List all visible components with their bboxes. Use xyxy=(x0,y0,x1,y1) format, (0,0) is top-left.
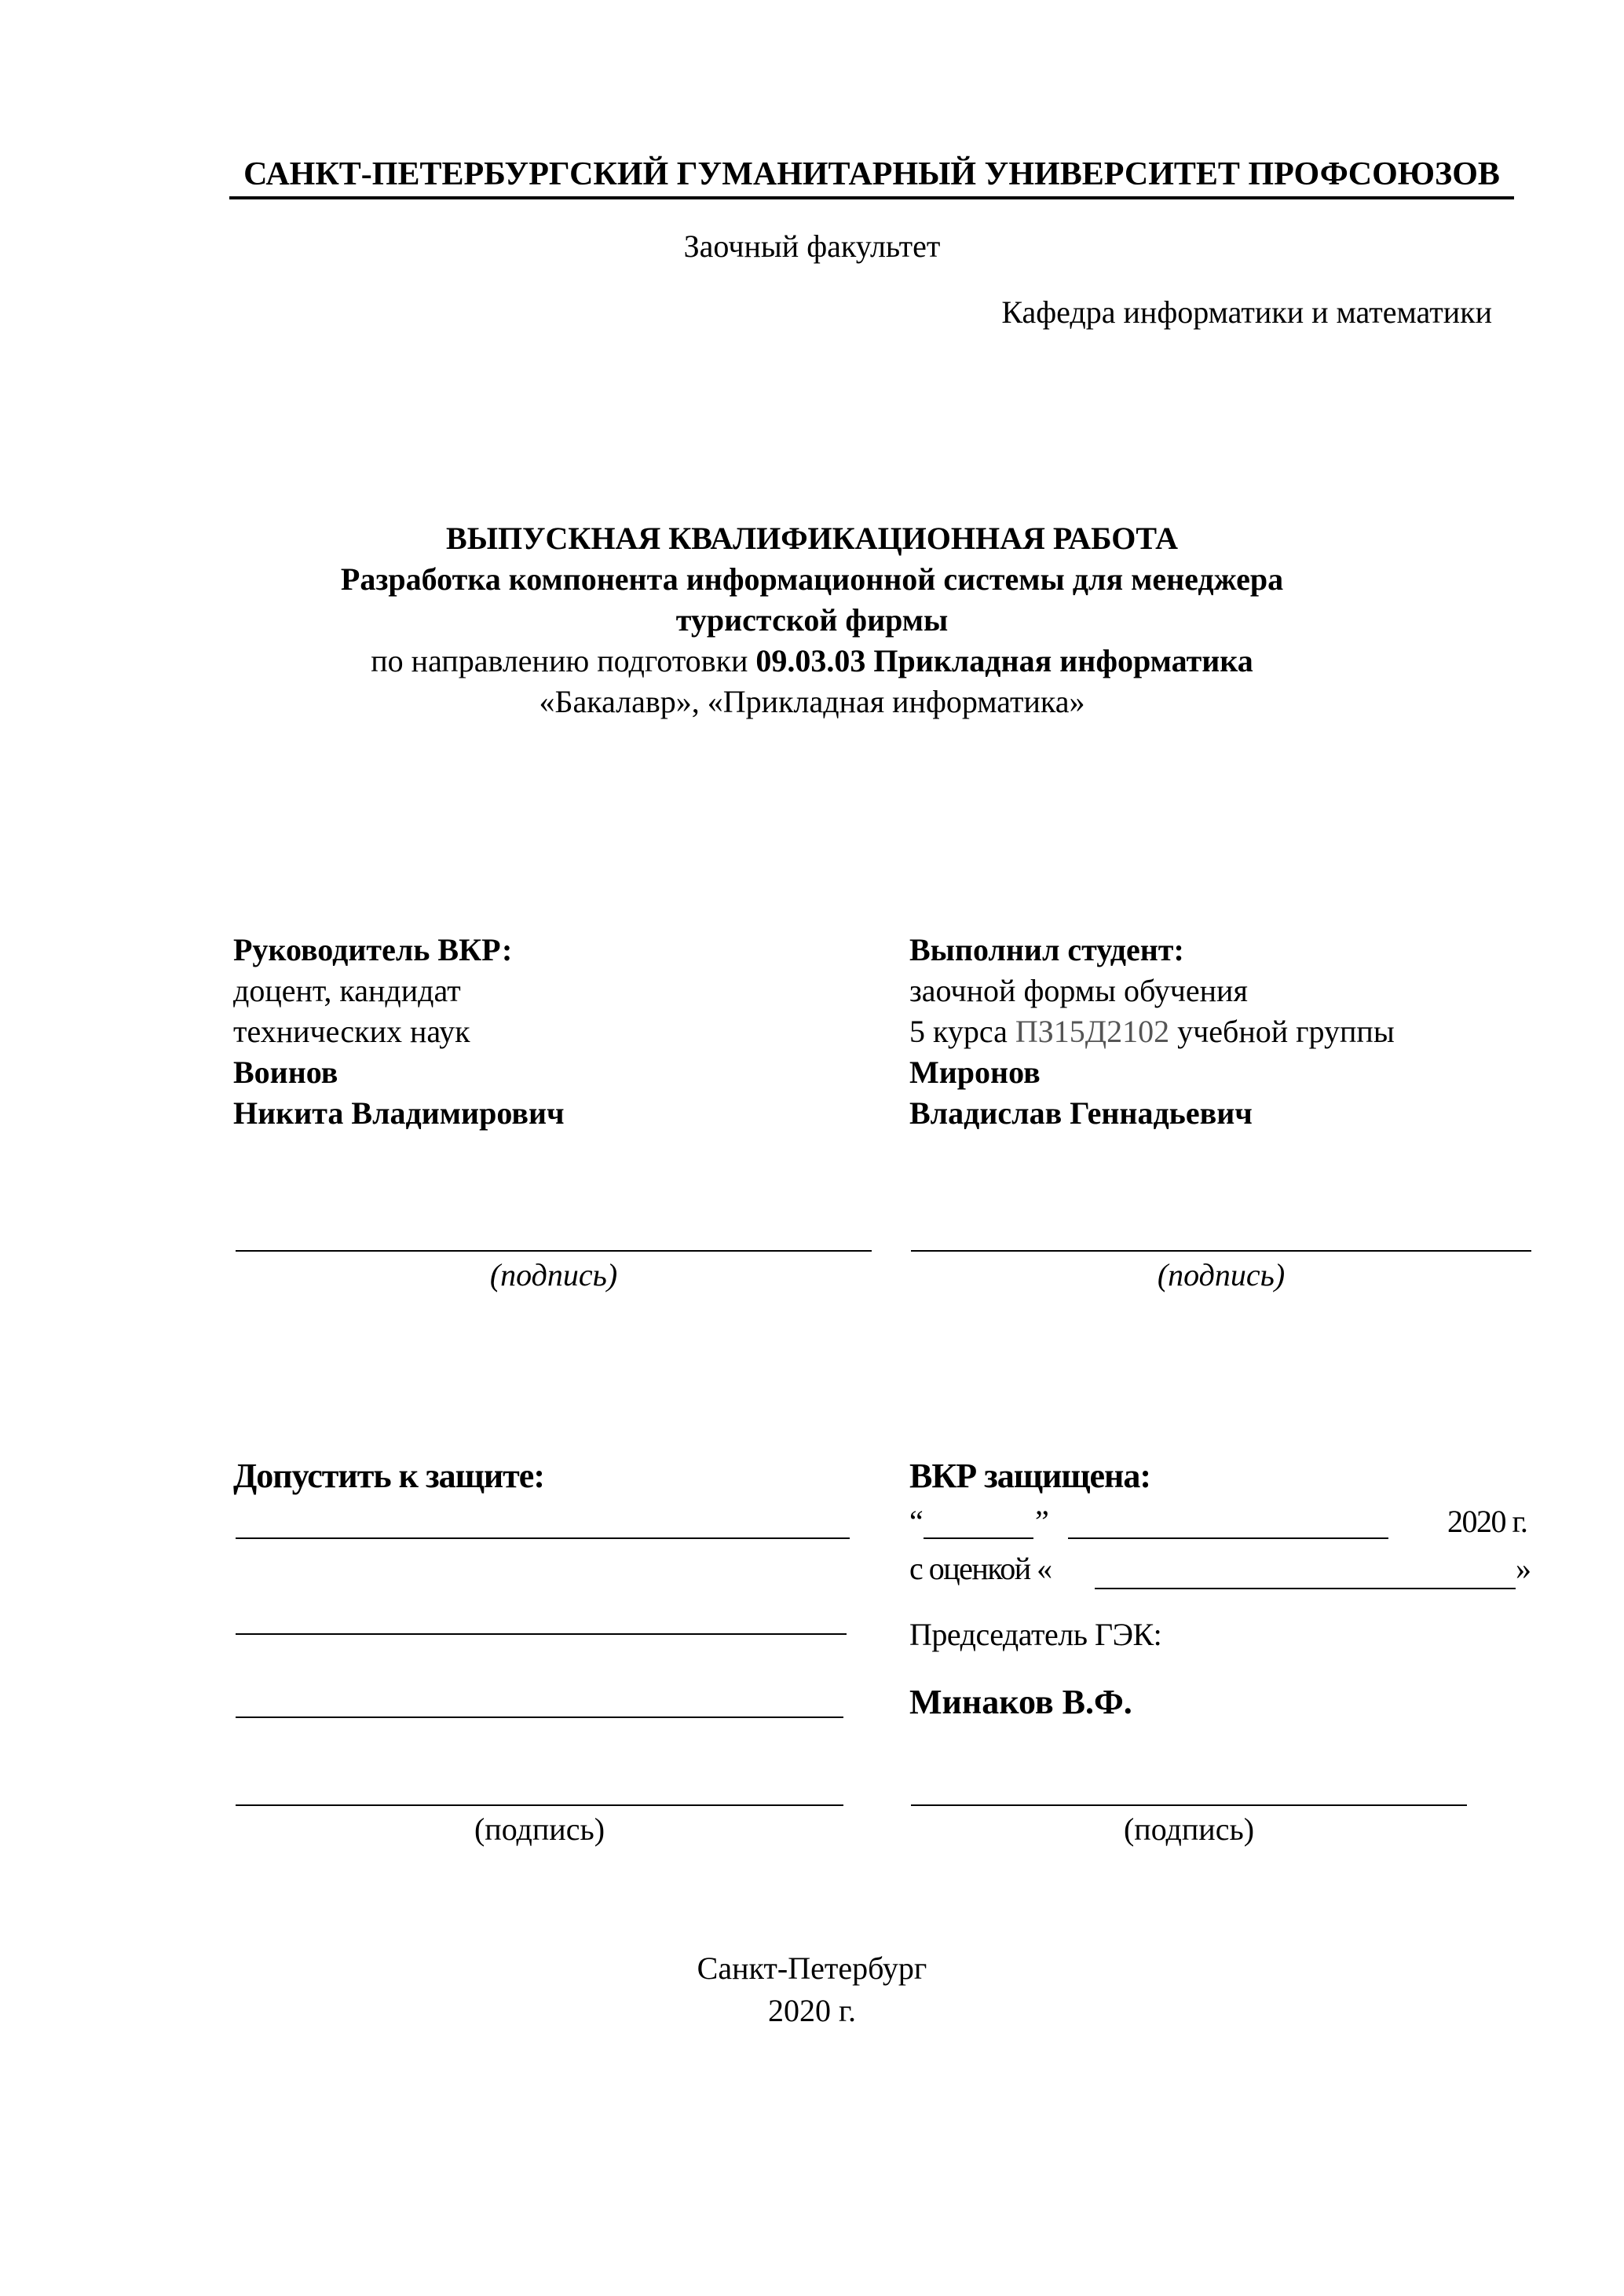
student-signature-caption: (подпись) xyxy=(1157,1257,1286,1292)
student-group: ПЗ15Д2102 xyxy=(1015,1014,1170,1049)
supervisor-surname: Воинов xyxy=(233,1055,338,1090)
student-form: заочной формы обучения xyxy=(909,973,1248,1008)
student-surname: Миронов xyxy=(909,1055,1041,1090)
student-name: Владислав Геннадьевич xyxy=(909,1095,1253,1131)
university-name: САНКТ-ПЕТЕРБУРГСКИЙ ГУМАНИТАРНЫЙ УНИВЕРСИТЕТ ПРОФСОЮЗОВ xyxy=(243,156,1500,192)
chairman-signature-caption: (подпись) xyxy=(1123,1812,1255,1847)
supervisor-block xyxy=(233,930,565,1134)
chairman-label: Председатель ГЭК: xyxy=(909,1617,1162,1652)
direction-line xyxy=(157,641,1467,682)
header-divider xyxy=(229,196,1514,199)
date-quote-close: ” xyxy=(1035,1504,1049,1539)
direction-code: 09.03.03 Прикладная информатика xyxy=(755,643,1253,678)
admission-line-3 xyxy=(236,1717,843,1718)
admission-signature-caption: (подпись) xyxy=(474,1812,605,1847)
chairman-name: Минаков В.Ф. xyxy=(909,1683,1132,1721)
profile-line: «Бакалавр», «Прикладная информатика» xyxy=(539,684,1085,719)
defense-year: 2020 г. xyxy=(1447,1504,1527,1539)
student-block xyxy=(909,930,1395,1134)
admission-line-1 xyxy=(236,1537,850,1539)
supervisor-signature-caption: (подпись) xyxy=(489,1257,618,1292)
defense-heading: ВКР защищена: xyxy=(909,1457,1150,1495)
admission-line-2 xyxy=(236,1633,847,1635)
footer-year: 2020 г. xyxy=(768,1993,856,2028)
admission-signature-line xyxy=(236,1804,843,1806)
footer-city: Санкт-Петербург xyxy=(697,1951,927,1986)
topic-line-1: Разработка компонента информационной системы для менеджера xyxy=(340,561,1284,597)
student-heading: Выполнил студент: xyxy=(909,932,1184,967)
grade-line xyxy=(1095,1588,1516,1589)
supervisor-heading: Руководитель ВКР: xyxy=(233,932,513,967)
date-quote-open: “ xyxy=(909,1504,924,1539)
student-signature-line xyxy=(911,1250,1531,1252)
direction-prefix: по направлению подготовки xyxy=(371,643,756,678)
chairman-signature-line xyxy=(911,1804,1467,1806)
work-type: ВЫПУСКНАЯ КВАЛИФИКАЦИОННАЯ РАБОТА xyxy=(446,521,1178,556)
supervisor-signature-line xyxy=(236,1250,872,1252)
admission-heading: Допустить к защите: xyxy=(233,1457,544,1495)
footer xyxy=(0,1947,1624,2032)
title-block xyxy=(157,518,1467,722)
student-course-line xyxy=(909,1011,1395,1052)
supervisor-position-2: технических наук xyxy=(233,1014,470,1049)
course-suffix: учебной группы xyxy=(1169,1014,1395,1049)
date-month-line xyxy=(1068,1537,1388,1539)
course-prefix: 5 курса xyxy=(909,1014,1015,1049)
grade-suffix: » xyxy=(1516,1551,1531,1586)
date-day-line xyxy=(924,1537,1033,1539)
supervisor-name: Никита Владимирович xyxy=(233,1095,565,1131)
faculty-name: Заочный факультет xyxy=(683,229,941,264)
supervisor-position-1: доцент, кандидат xyxy=(233,973,461,1008)
topic-line-2: туристской фирмы xyxy=(675,602,949,638)
grade-prefix: с оценкой « xyxy=(909,1551,1052,1586)
department-name: Кафедра информатики и математики xyxy=(1001,294,1492,330)
